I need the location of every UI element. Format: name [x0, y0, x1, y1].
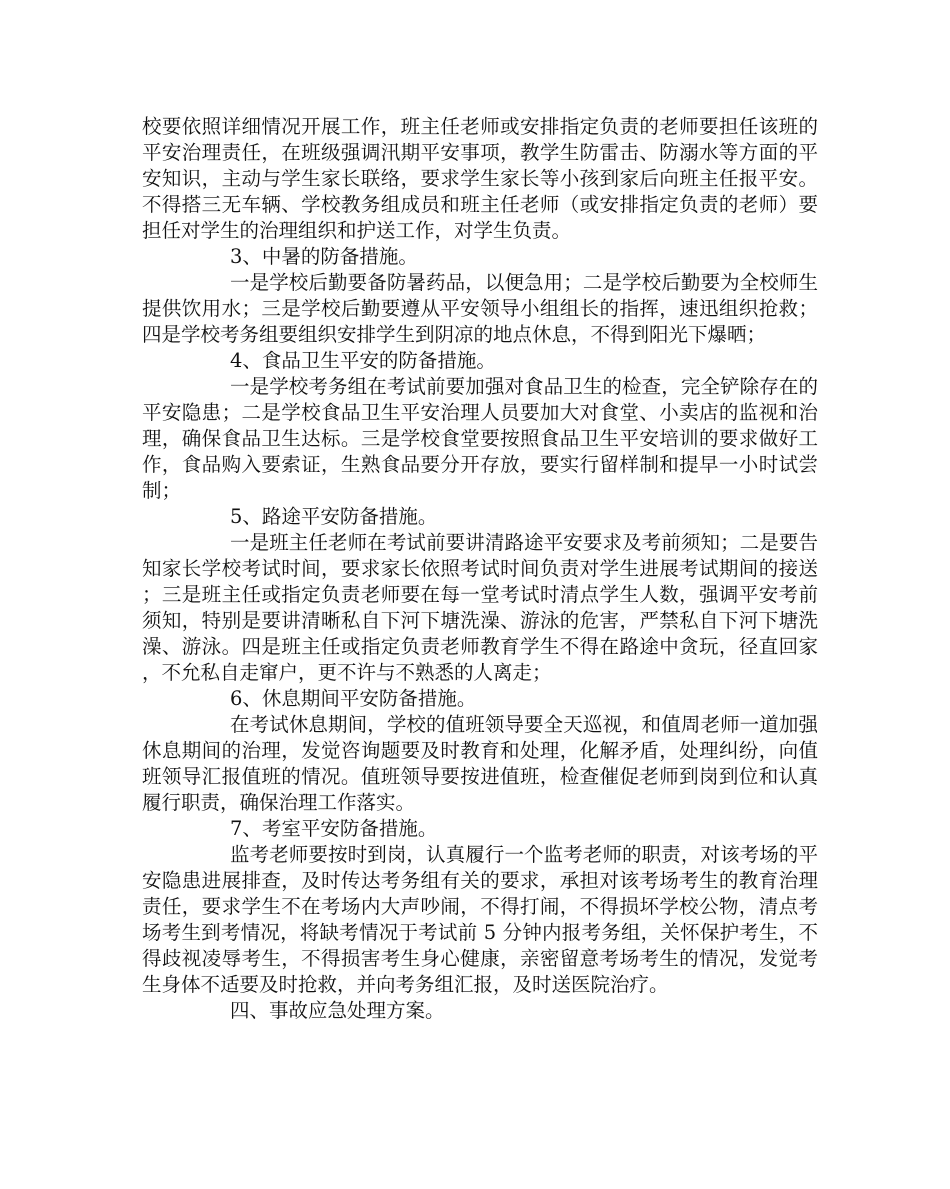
- body-paragraph-continued: 校要依照详细情况开展工作，班主任老师或安排指定负责的老师要担任该班的平安治理责任，在班级强调汛期平安事项，教学生防雷击、防溺水等方面的平安知识，主动与学生家长联络，要求学生家长等小孩到家后向班主任报平安。不得搭三无车辆、学校教务组成员和班主任老师（或安排指定负责的老师）要担任对学生的治理组织和护送工作，对学生负责。: [142, 115, 818, 242]
- section-heading-heatstroke: 3、中暑的防备措施。: [230, 245, 418, 268]
- section-heading-road-safety: 5、路途平安防备措施。: [230, 505, 438, 528]
- body-paragraph-break-safety: 在考试休息期间，学校的值班领导要全天巡视，和值周老师一道加强休息期间的治理，发觉咨询题要及时教育和处理，化解矛盾，处理纠纷，向值班领导汇报值班的情况。值班领导要按进值班，检查催促老师到岗到位和认真履行职责，确保治理工作落实。: [142, 713, 818, 814]
- document-page: [142, 114, 818, 1024]
- section-heading-exam-room-safety: 7、考室平安防备措施。: [230, 817, 438, 840]
- body-paragraph-food-safety: 一是学校考务组在考试前要加强对食品卫生的检查，完全铲除存在的平安隐患；二是学校食品卫生平安治理人员要加大对食堂、小卖店的监视和治理，确保食品卫生达标。三是学校食堂要按照食品卫生平安培训的要求做好工作，食品购入要索证，生熟食品要分开存放，要实行留样制和提早一小时试尝制；: [142, 375, 818, 502]
- body-paragraph-exam-room-safety: 监考老师要按时到岗，认真履行一个监考老师的职责，对该考场的平安隐患进展排查，及时传达考务组有关的要求，承担对该考场考生的教育治理责任，要求学生不在考场内大声吵闹，不得打闹，不得损坏学校公物，清点考场考生到考情况，将缺考情况于考试前 5 分钟内报考务组，关怀保护考生，不得歧视凌辱考生，不得损害考生身心健康，亲密留意考场考生的情况，发觉考生身体不适要及时抢救，并向考务组汇报，及时送医院治疗。: [142, 843, 818, 996]
- section-heading-break-safety: 6、休息期间平安防备措施。: [230, 687, 477, 710]
- body-paragraph-heatstroke: 一是学校后勤要备防暑药品，以便急用；二是学校后勤要为全校师生提供饮用水；三是学校后勤要遵从平安领导小组组长的指挥，速迅组织抢救；四是学校考务组要组织安排学生到阴凉的地点休息，不得到阳光下爆晒；: [142, 271, 818, 346]
- body-paragraph-road-safety: 一是班主任老师在考试前要讲清路途平安要求及考前须知；二是要告知家长学校考试时间，要求家长依照考试时间负责对学生进展考试期间的接送；三是班主任或指定负责老师要在每一堂考试时清点学生人数，强调平安考前须知，特别是要讲清晰私自下河下塘洗澡、游泳的危害，严禁私自下河下塘洗澡、游泳。四是班主任或指定负责老师教育学生不得在路途中贪玩，径直回家，不允私自走窜户，更不许与不熟悉的人离走；: [142, 531, 818, 684]
- section-heading-emergency-plan: 四、事故应急处理方案。: [230, 999, 445, 1022]
- section-heading-food-safety: 4、食品卫生平安的防备措施。: [230, 349, 496, 372]
